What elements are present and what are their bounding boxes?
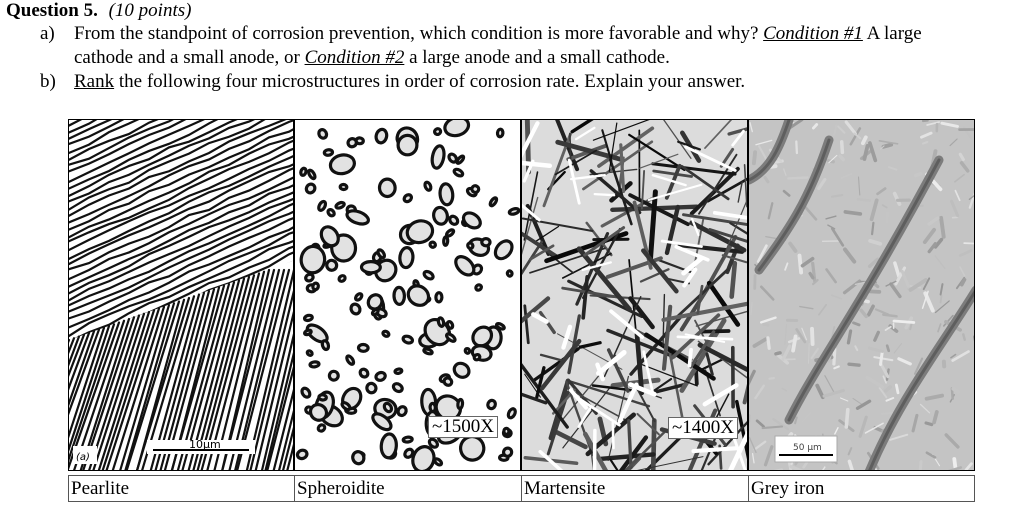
martensite-micrograph: [521, 119, 748, 471]
condition-2-label: Condition #2: [304, 47, 405, 68]
caption-grey-iron: Grey iron: [748, 475, 975, 502]
martensite-magnification: ~1400X: [668, 417, 738, 439]
caption-pearlite: Pearlite: [68, 475, 295, 502]
condition-1-label: Condition #1: [763, 23, 863, 44]
part-a-line-1: [74, 22, 922, 46]
grey-iron-micrograph: [748, 119, 975, 471]
part-a-line1-suffix: A large: [862, 23, 922, 44]
spheroidite-magnification: ~1500X: [428, 416, 498, 438]
part-a-line2-suffix: a large anode and a small cathode.: [404, 47, 670, 68]
part-b-text: [74, 70, 745, 94]
question-points: (10 points): [108, 0, 192, 21]
pearlite-scale-label: 10μm: [189, 438, 221, 451]
part-a-line2-prefix: cathode and a small anode, or: [74, 47, 305, 68]
pearlite-image: [69, 120, 294, 471]
question-title: [6, 0, 191, 22]
pearlite-micrograph: [68, 119, 294, 471]
pearlite-corner-label: (a): [76, 452, 90, 463]
caption-martensite: Martensite: [521, 475, 749, 502]
grey-iron-scale-label: 50 μm: [793, 443, 822, 453]
part-a-line1-prefix: From the standpoint of corrosion prevention, which condition is more favorable and why?: [74, 23, 764, 44]
part-a-line-2: [74, 46, 922, 70]
question-number: Question 5.: [6, 0, 98, 21]
rank-word: Rank: [74, 71, 115, 92]
part-a-label: a): [40, 23, 55, 44]
microstructure-figure: [68, 119, 975, 504]
part-a-text: [74, 22, 922, 70]
part-b: [40, 70, 1024, 94]
part-b-rest: the following four microstructures in order of corrosion rate. Explain your answer.: [114, 71, 746, 92]
part-b-label: b): [40, 71, 56, 92]
part-a: [40, 22, 1024, 70]
spheroidite-micrograph: [294, 119, 521, 471]
grey-iron-image: [749, 120, 975, 471]
caption-spheroidite: Spheroidite: [294, 475, 522, 502]
